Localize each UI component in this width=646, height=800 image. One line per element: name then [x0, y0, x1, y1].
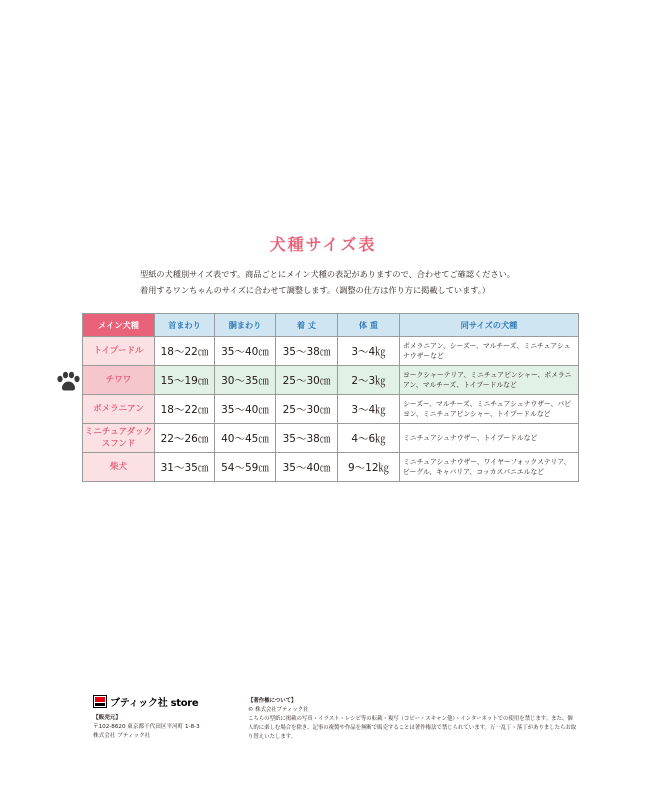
paw-icon	[55, 371, 81, 393]
breed-cell: チワワ	[83, 366, 155, 395]
table-row	[83, 337, 579, 366]
table-row	[83, 453, 579, 482]
same-size-cell: ヨークシャーテリア、ミニチュアピンシャー、ポメラニアン、マルチーズ、トイプードルなど	[400, 366, 579, 395]
length-cell: 35〜40㎝	[276, 453, 338, 482]
boutique-logo-icon	[93, 695, 107, 708]
publisher-block	[93, 694, 200, 741]
size-table	[82, 313, 579, 482]
neck-cell: 15〜19㎝	[155, 366, 215, 395]
table-row	[83, 395, 579, 424]
weight-cell: 9〜12㎏	[338, 453, 400, 482]
table-row	[83, 424, 579, 453]
chest-cell: 35〜40㎝	[215, 395, 276, 424]
weight-cell: 2〜3㎏	[338, 366, 400, 395]
sales-company: 株式会社 ブティック社	[93, 733, 151, 739]
weight-cell: 3〜4㎏	[338, 395, 400, 424]
intro-line-1: 型紙の犬種別サイズ表です。商品ごとにメイン犬種の表記がありますので、合わせてご確認ください。	[140, 269, 515, 279]
header-weight: 体 重	[338, 314, 400, 337]
breed-cell: トイプードル	[83, 337, 155, 366]
header-length: 着 丈	[276, 314, 338, 337]
table-row-highlighted	[83, 366, 579, 395]
length-cell: 35〜38㎝	[276, 424, 338, 453]
sales-label: 【販売元】	[93, 715, 121, 721]
page-title: 犬種サイズ表	[269, 235, 377, 254]
length-cell: 25〜30㎝	[276, 395, 338, 424]
sales-address: 〒102-8620 東京都千代田区平河町 1-8-3	[93, 724, 200, 730]
same-size-cell: ポメラニアン、シーズー、マルチーズ、ミニチュアシュナウザーなど	[400, 337, 579, 366]
neck-cell: 31〜35㎝	[155, 453, 215, 482]
copyright-text: こちらの型紙に掲載の写真・イラスト・レシピ等の転載・複写（コピー・スキャン他）・インターネットでの使用を禁じます。また、個人的に楽しむ場合を除き、記事の複製や作品を無断で販売することは著作権法で禁じられています。万一乱丁・落丁がありましたらお取り替えいたします。	[248, 716, 577, 740]
chest-cell: 35〜40㎝	[215, 337, 276, 366]
table-header-row	[83, 314, 579, 337]
logo-text: ブティック社 store	[110, 698, 199, 709]
header-neck: 首まわり	[155, 314, 215, 337]
copyright-block	[248, 697, 578, 742]
chest-cell: 30〜35㎝	[215, 366, 276, 395]
breed-cell: 柴犬	[83, 453, 155, 482]
same-size-cell: シーズー、マルチーズ、ミニチュアシュナウザー、パピヨン、ミニチュアピンシャー、トイプードルなど	[400, 395, 579, 424]
weight-cell: 4〜6㎏	[338, 424, 400, 453]
header-chest: 胴まわり	[215, 314, 276, 337]
neck-cell: 18〜22㎝	[155, 395, 215, 424]
header-same-size: 同サイズの犬種	[400, 314, 579, 337]
length-cell: 25〜30㎝	[276, 366, 338, 395]
copyright-owner: © 株式会社ブティック社	[248, 707, 309, 713]
header-breed: メイン犬種	[83, 314, 155, 337]
chest-cell: 40〜45㎝	[215, 424, 276, 453]
intro-text	[140, 266, 515, 298]
same-size-cell: ミニチュアシュナウザー、トイプードルなど	[400, 424, 579, 453]
breed-cell: ポメラニアン	[83, 395, 155, 424]
store-logo	[93, 694, 200, 709]
weight-cell: 3〜4㎏	[338, 337, 400, 366]
length-cell: 35〜38㎝	[276, 337, 338, 366]
sales-info	[93, 714, 200, 741]
same-size-cell: ミニチュアシュナウザー、ワイヤーフォックステリア、ビーグル、キャバリア、コッカスパニエルなど	[400, 453, 579, 482]
breed-cell: ミニチュアダックスフンド	[83, 424, 155, 453]
neck-cell: 22〜26㎝	[155, 424, 215, 453]
copyright-label: 【著作権について】	[248, 698, 297, 704]
chest-cell: 54〜59㎝	[215, 453, 276, 482]
intro-line-2: 着用するワンちゃんのサイズに合わせて調整します。（調整の仕方は作り方に掲載しています。）	[140, 285, 491, 295]
neck-cell: 18〜22㎝	[155, 337, 215, 366]
